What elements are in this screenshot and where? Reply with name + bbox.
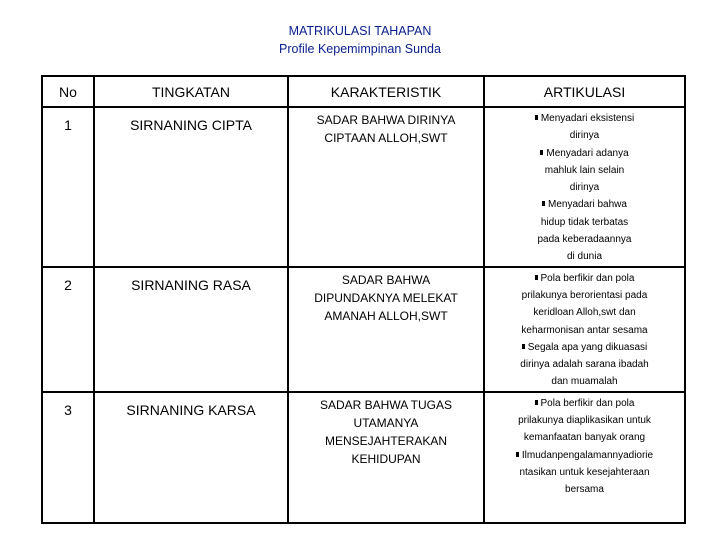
- articulation-line: [485, 373, 684, 390]
- row-number: 1: [42, 107, 94, 267]
- bullet-icon: [535, 400, 538, 405]
- articulation-text: Pola berfikir dan pola: [540, 397, 635, 409]
- articulation-text: dirinya adalah sarana ibadah: [520, 359, 649, 371]
- characteristic-line: UTAMANYA: [353, 415, 419, 430]
- articulation-text: mahluk lain selain: [544, 164, 625, 176]
- title-block: [0, 22, 720, 58]
- characteristic-line: SADAR BAHWA TUGAS: [319, 397, 453, 412]
- articulation-line: [485, 304, 684, 321]
- articulation-line: [485, 287, 684, 304]
- articulation-text: Menyadari adanya: [546, 147, 629, 159]
- bullet-icon: [535, 275, 538, 280]
- column-header-karakteristik: KARAKTERISTIK: [288, 76, 484, 107]
- row-characteristic: [288, 267, 484, 392]
- table-header-row: [42, 76, 685, 107]
- articulation-text: dirinya: [569, 182, 600, 194]
- articulation-text: di dunia: [566, 251, 603, 263]
- page-subtitle: Profile Kepemimpinan Sunda: [279, 42, 441, 56]
- row-number: 3: [42, 392, 94, 523]
- articulation-line: [485, 447, 684, 464]
- row-level: SIRNANING KARSA: [94, 392, 288, 523]
- articulation-text: dan muamalah: [551, 376, 618, 388]
- articulation-text: Menyadari eksistensi: [540, 113, 635, 124]
- characteristic-line: AMANAH ALLOH,SWT: [324, 308, 448, 323]
- articulation-text: ntasikan untuk kesejahteraan: [519, 466, 650, 478]
- bullet-icon: [516, 452, 519, 457]
- table-row: [42, 267, 685, 392]
- articulation-text: keridloan Alloh,swt dan: [533, 307, 636, 319]
- row-articulation: [484, 392, 685, 523]
- row-level: SIRNANING RASA: [94, 267, 288, 392]
- table-row: [42, 392, 685, 523]
- articulation-line: [485, 339, 684, 356]
- matrix-table: [41, 75, 686, 524]
- articulation-line: [485, 248, 684, 265]
- articulation-line: [485, 464, 684, 481]
- articulation-line: [485, 412, 684, 429]
- articulation-line: [485, 356, 684, 373]
- articulation-line: [485, 162, 684, 179]
- characteristic-line: CIPTAAN ALLOH,SWT: [324, 131, 448, 145]
- articulation-line: [485, 270, 684, 287]
- column-header-artikulasi: ARTIKULASI: [484, 76, 685, 107]
- articulation-text: Menyadari bahwa: [548, 199, 627, 211]
- articulation-line: [485, 127, 684, 144]
- articulation-line: [485, 395, 684, 412]
- column-header-no: No: [42, 76, 94, 107]
- articulation-line: [485, 214, 684, 231]
- characteristic-line: DIPUNDAKNYA MELEKAT: [314, 290, 458, 305]
- articulation-line: [485, 429, 684, 446]
- row-characteristic: [288, 107, 484, 267]
- articulation-text: kemanfaatan banyak orang: [523, 432, 646, 444]
- articulation-line: [485, 110, 684, 127]
- articulation-text: keharmonisan antar sesama: [521, 324, 648, 336]
- table-row: [42, 107, 685, 267]
- bullet-icon: [535, 115, 538, 120]
- characteristic-line: MENSEJAHTERAKAN: [324, 433, 448, 448]
- row-characteristic: [288, 392, 484, 523]
- row-articulation: [484, 107, 685, 267]
- articulation-line: [485, 231, 684, 248]
- row-articulation: [484, 267, 685, 392]
- bullet-icon: [540, 150, 543, 155]
- articulation-text: pada keberadaannya: [537, 234, 632, 246]
- articulation-text: prilakunya diaplikasikan untuk: [518, 415, 651, 427]
- articulation-line: [485, 179, 684, 196]
- bullet-icon: [522, 344, 525, 349]
- articulation-text: bersama: [565, 484, 604, 496]
- articulation-text: Pola berfikir dan pola: [540, 272, 635, 284]
- row-level: SIRNANING CIPTA: [94, 107, 288, 267]
- articulation-line: [485, 145, 684, 162]
- articulation-text: dirinya: [569, 130, 600, 142]
- row-number: 2: [42, 267, 94, 392]
- characteristic-line: SADAR BAHWA: [341, 272, 431, 287]
- articulation-line: [485, 196, 684, 213]
- characteristic-line: SADAR BAHWA DIRINYA: [316, 113, 456, 127]
- page-title: MATRIKULASI TAHAPAN: [288, 24, 432, 38]
- articulation-text: prilakunya berorientasi pada: [521, 289, 648, 301]
- bullet-icon: [542, 201, 545, 206]
- column-header-tingkatan: TINGKATAN: [94, 76, 288, 107]
- articulation-text: Ilmudanpengalamannyadiorie: [521, 449, 654, 461]
- articulation-line: [485, 322, 684, 339]
- articulation-line: [485, 481, 684, 498]
- characteristic-line: KEHIDUPAN: [351, 451, 421, 466]
- articulation-text: Segala apa yang dikuasasi: [527, 341, 648, 353]
- articulation-text: hidup tidak terbatas: [540, 216, 629, 228]
